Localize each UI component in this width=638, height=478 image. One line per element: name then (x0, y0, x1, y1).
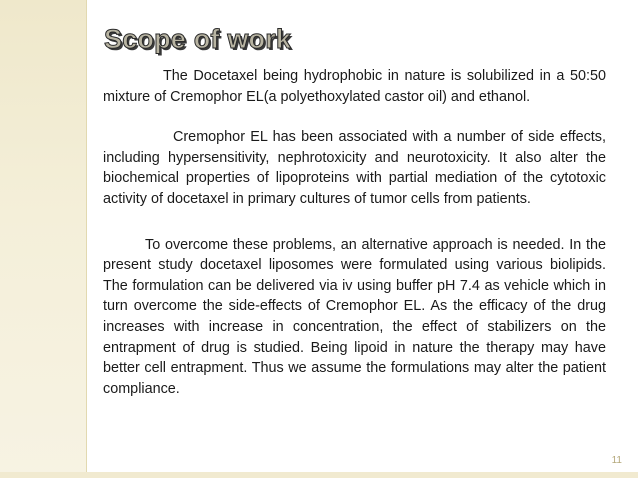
paragraph-alternative-approach: To overcome these problems, an alternative approach is needed. In the present study docetaxel liposomes were formulated using various biolipids. The formulation can be delivered via iv using buffer pH 7.4 as vehicle which in turn overcome the side-effects of Cremophor EL. As the efficacy of the drug increases with increase in concentration, the effect of stabilizers on the entrapment of drug is studied. Being lipoid in nature the therapy may have better cell entrapment. Thus we assume the formulations may alter the patient compliance. (103, 236, 606, 397)
decorative-side-bar (0, 0, 86, 478)
slide-body (103, 66, 606, 399)
decorative-bottom-strip (0, 472, 638, 478)
paragraph-side-effects: Cremophor EL has been associated with a number of side effects, including hypersensitivity, nephrotoxicity and neurotoxicity. It also alter the biochemical properties of lipoproteins with partial mediation of the cytotoxic activity of docetaxel in primary cultures of tumor cells from patients. (103, 129, 606, 207)
paragraph-solubilization: The Docetaxel being hydrophobic in nature is solubilized in a 50:50 mixture of Cremophor EL(a polyethoxylated castor oil) and ethanol. (103, 68, 606, 105)
page-number: 11 (611, 455, 622, 466)
slide-title: Scope of work (104, 24, 292, 54)
decorative-divider (86, 0, 87, 478)
